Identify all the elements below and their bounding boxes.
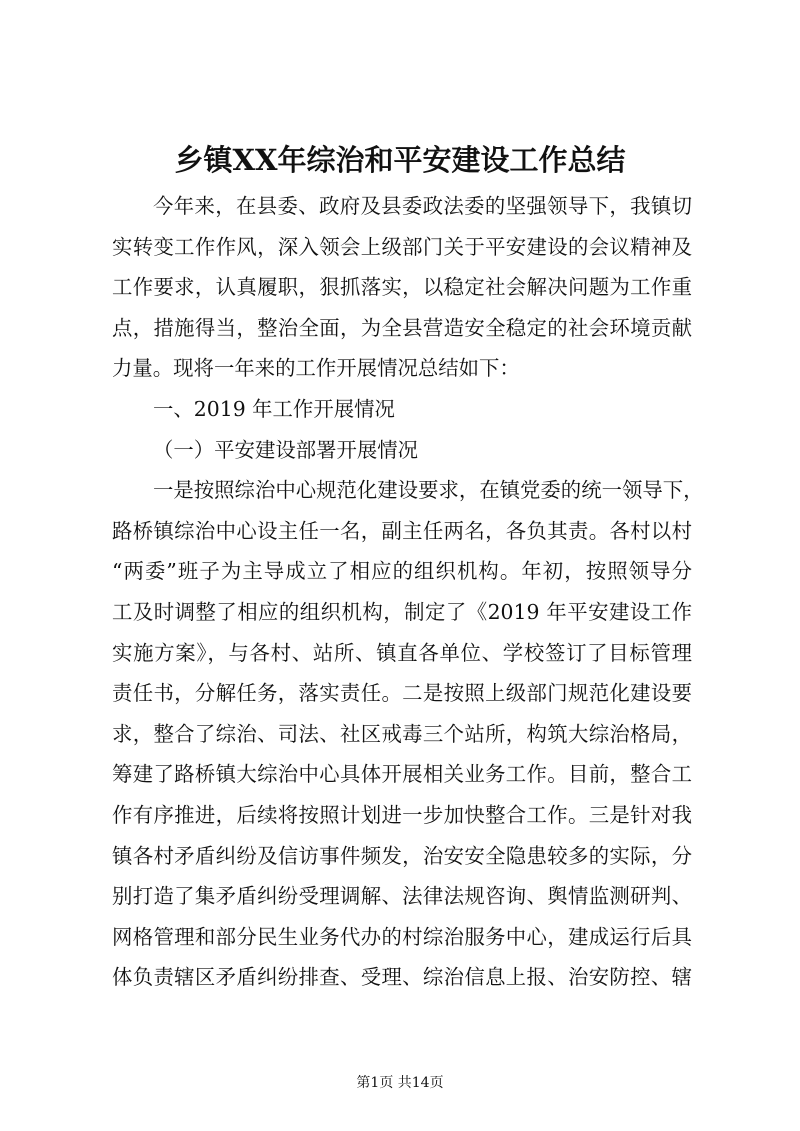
body-line: 责任书，分解任务，落实责任。二是按照上级部门规范化建设要 [112, 681, 692, 706]
body-line: 实施方案》，与各村、站所、镇直各单位、学校签订了目标管理 [112, 640, 692, 665]
body-line: 点，措施得当，整治全面，为全县营造安全稳定的社会环境贡献 [112, 315, 692, 340]
body-line: 别打造了集矛盾纠纷受理调解、法律法规咨询、舆情监测研判、 [112, 884, 692, 909]
section-heading: 一、2019 年工作开展情况 [153, 396, 395, 421]
document-title: 乡镇XX年综治和平安建设工作总结 [174, 143, 626, 177]
body-line: 筹建了路桥镇大综治中心具体开展相关业务工作。目前，整合工 [112, 762, 692, 787]
body-line: 工作要求，认真履职，狠抓落实，以稳定社会解决问题为工作重 [112, 275, 692, 300]
body-line: “两委”班子为主导成立了相应的组织机构。年初，按照领导分 [112, 559, 692, 584]
body-line: 路桥镇综治中心设主任一名，副主任两名，各负其责。各村以村 [112, 518, 692, 543]
body-line: 体负责辖区矛盾纠纷排查、受理、综治信息上报、治安防控、辖 [112, 965, 692, 990]
body-line: 工及时调整了相应的组织机构，制定了《2019 年平安建设工作 [112, 599, 692, 624]
document-body [112, 186, 704, 998]
body-line: 网格管理和部分民生业务代办的村综治服务中心，建成运行后具 [112, 924, 692, 949]
subsection-heading: （一）平安建设部署开展情况 [153, 437, 419, 462]
body-line: 作有序推进，后续将按照计划进一步加快整合工作。三是针对我 [112, 802, 692, 827]
body-line: 求，整合了综治、司法、社区戒毒三个站所，构筑大综治格局， [112, 721, 692, 746]
page-number-footer: 第1页 共14页 [356, 1075, 444, 1091]
body-line: 一是按照综治中心规范化建设要求，在镇党委的统一领导下， [153, 478, 704, 503]
body-line: 今年来，在县委、政府及县委政法委的坚强领导下，我镇切 [153, 194, 692, 218]
body-line: 力量。现将一年来的工作开展情况总结如下： [112, 356, 520, 381]
body-line: 实转变工作作风，深入领会上级部门关于平安建设的会议精神及 [112, 234, 692, 259]
body-line: 镇各村矛盾纠纷及信访事件频发，治安安全隐患较多的实际，分 [112, 843, 692, 868]
